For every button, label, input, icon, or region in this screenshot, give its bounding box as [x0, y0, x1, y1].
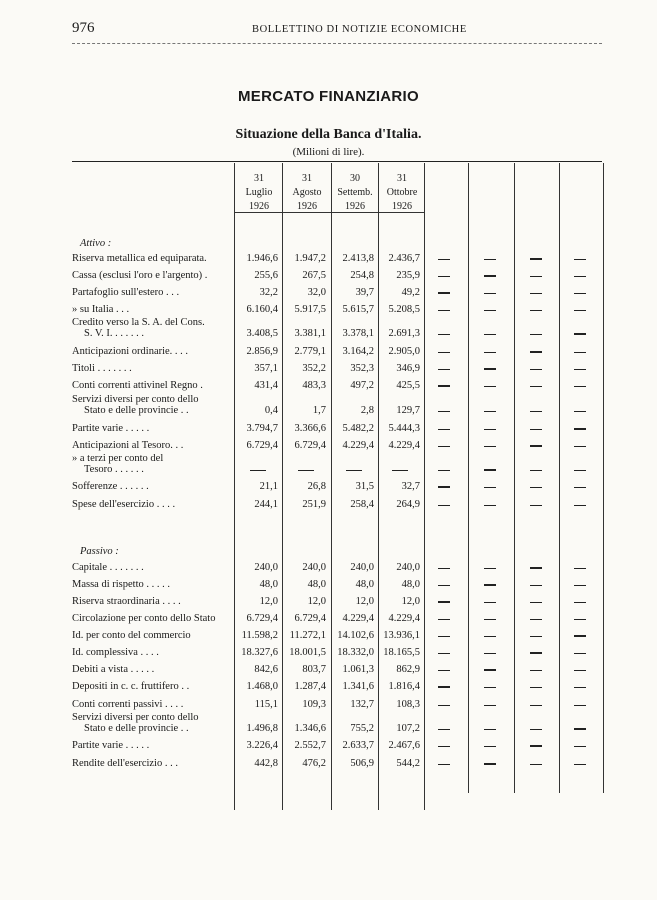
value-cell: 26,8	[307, 481, 326, 492]
empty-column-dash	[574, 728, 586, 730]
value-cell: 255,6	[254, 270, 278, 281]
column-header-month: Ottobre	[386, 187, 418, 198]
empty-column-dash	[530, 687, 542, 688]
value-cell: 2.691,3	[388, 328, 420, 339]
value-cell: 6.729,4	[294, 613, 326, 624]
empty-column-dash	[438, 746, 450, 747]
value-cell: 244,1	[254, 499, 278, 510]
row-label: Sofferenze . . . . . .	[72, 481, 149, 492]
empty-column-dash	[438, 470, 450, 471]
empty-column-dash	[484, 602, 496, 603]
empty-column-dash	[530, 293, 542, 294]
table-row	[0, 737, 657, 751]
empty-column-dash	[574, 259, 586, 260]
empty-column-dash	[574, 276, 586, 277]
header-rule	[72, 43, 602, 44]
value-cell: 2.779,1	[294, 346, 326, 357]
passivo-heading: Passivo :	[80, 546, 119, 557]
value-cell: 14.102,6	[337, 630, 374, 641]
empty-column-dash	[530, 334, 542, 335]
value-cell: 425,5	[396, 380, 420, 391]
value-cell	[232, 464, 278, 475]
value-cell: 31,5	[355, 481, 374, 492]
empty-column-dash	[530, 369, 542, 370]
value-cell: 12,0	[401, 596, 420, 607]
empty-column-dash	[530, 505, 542, 506]
empty-column-dash	[530, 411, 542, 412]
table-row	[0, 559, 657, 573]
table-row	[0, 478, 657, 492]
row-label: Anticipazioni ordinarie. . . .	[72, 346, 189, 357]
running-title: BOLLETTINO DI NOTIZIE ECONOMICHE	[252, 24, 467, 35]
empty-column-dash	[574, 687, 586, 688]
value-cell: 442,8	[254, 758, 278, 769]
empty-column-dash	[438, 259, 450, 260]
column-header-day: 31	[397, 173, 407, 184]
value-cell: 132,7	[350, 699, 374, 710]
row-label: Riserva straordinaria . . . .	[72, 596, 181, 607]
empty-column-dash	[574, 764, 586, 765]
value-cell: 258,4	[350, 499, 374, 510]
empty-column-dash	[574, 487, 586, 488]
row-label-line: Credito verso la S. A. del Cons.	[72, 317, 205, 328]
empty-column-dash	[484, 259, 496, 260]
table-row	[0, 343, 657, 357]
empty-column-dash	[484, 729, 496, 730]
value-cell: 803,7	[302, 664, 326, 675]
row-label: Massa di rispetto . . . . .	[72, 579, 170, 590]
table-row	[0, 496, 657, 510]
column-header-year: 1926	[297, 201, 317, 212]
value-cell: 115,1	[254, 699, 278, 710]
value-cell: 6.160,4	[246, 304, 278, 315]
value-cell: 2.856,9	[246, 346, 278, 357]
row-label	[72, 394, 230, 416]
row-label: Cassa (esclusi l'oro e l'argento) .	[72, 270, 208, 281]
value-cell: 6.729,4	[294, 440, 326, 451]
value-cell: 32,2	[259, 287, 278, 298]
empty-column-dash	[438, 446, 450, 447]
row-label: Rendite dell'esercizio . . .	[72, 758, 178, 769]
column-header-month: Settemb.	[337, 187, 373, 198]
column-header	[379, 172, 425, 214]
empty-column-dash	[530, 429, 542, 430]
empty-column-dash	[438, 585, 450, 586]
empty-column-dash	[574, 386, 586, 387]
value-cell: 483,3	[302, 380, 326, 391]
empty-column-dash	[484, 584, 496, 586]
empty-column-dash	[438, 276, 450, 277]
value-cell: 544,2	[396, 758, 420, 769]
row-label: Partite varie . . . . .	[72, 423, 150, 434]
empty-column-dash	[438, 292, 450, 294]
empty-column-dash	[574, 670, 586, 671]
table-row	[0, 267, 657, 281]
value-cell: 12,0	[259, 596, 278, 607]
table-row	[0, 377, 657, 391]
value-cell: 264,9	[396, 499, 420, 510]
empty-column-dash	[484, 446, 496, 447]
value-cell: 18.001,5	[289, 647, 326, 658]
value-cell: 346,9	[396, 363, 420, 374]
value-cell: 13.936,1	[383, 630, 420, 641]
value-cell: 48,0	[259, 579, 278, 590]
row-label: Conti correnti attivinel Regno .	[72, 380, 203, 391]
table-row	[0, 678, 657, 692]
value-cell: 1.468,0	[246, 681, 278, 692]
value-cell: 48,0	[355, 579, 374, 590]
empty-column-dash	[530, 602, 542, 603]
value-cell: 5.208,5	[388, 304, 420, 315]
section-title: MERCATO FINANZIARIO	[238, 88, 419, 105]
row-label: Spese dell'esercizio . . . .	[72, 499, 176, 510]
table-row	[0, 696, 657, 710]
empty-column-dash	[574, 293, 586, 294]
value-cell: 108,3	[396, 699, 420, 710]
empty-column-dash	[574, 619, 586, 620]
value-cell: 2,8	[360, 405, 374, 416]
empty-column-dash	[484, 653, 496, 654]
empty-column-dash	[438, 310, 450, 311]
row-label: Id. complessiva . . . .	[72, 647, 159, 658]
value-cell: 352,2	[302, 363, 326, 374]
table-row	[0, 593, 657, 607]
table-row	[0, 301, 657, 315]
empty-column-dash	[484, 669, 496, 671]
empty-column-dash	[530, 310, 542, 311]
table-row	[0, 250, 657, 264]
empty-column-dash	[530, 567, 542, 569]
empty-column-dash	[574, 411, 586, 412]
value-cell: 1.341,6	[342, 681, 374, 692]
empty-column-dash	[484, 293, 496, 294]
row-label	[72, 317, 230, 339]
value-cell: 2.436,7	[388, 253, 420, 264]
empty-column-dash	[484, 310, 496, 311]
value-cell: 235,9	[396, 270, 420, 281]
value-cell: 254,8	[350, 270, 374, 281]
value-cell: 4.229,4	[342, 440, 374, 451]
value-cell: 129,7	[396, 405, 420, 416]
row-label-line: » a terzi per conto del	[72, 453, 164, 464]
row-label: Partafoglio sull'estero . . .	[72, 287, 180, 298]
empty-column-dash	[438, 670, 450, 671]
column-header-year: 1926	[392, 201, 412, 212]
empty-column-dash	[484, 505, 496, 506]
value-cell: 3.794,7	[246, 423, 278, 434]
empty-column-dash	[530, 619, 542, 620]
empty-column-dash	[574, 352, 586, 353]
row-label-line: Servizi diversi per conto dello	[72, 394, 199, 405]
value-cell: 3.226,4	[246, 740, 278, 751]
value-cell: 5.444,3	[388, 423, 420, 434]
row-label: Riserva metallica ed equiparata.	[72, 253, 207, 264]
value-cell: 4.229,4	[388, 613, 420, 624]
empty-column-dash	[484, 386, 496, 387]
value-cell: 357,1	[254, 363, 278, 374]
empty-column-dash	[438, 636, 450, 637]
value-cell: 2.467,6	[388, 740, 420, 751]
empty-column-dash	[438, 764, 450, 765]
value-cell: 476,2	[302, 758, 326, 769]
value-cell: 4.229,4	[388, 440, 420, 451]
empty-column-dash	[438, 411, 450, 412]
value-cell: 32,7	[401, 481, 420, 492]
row-label: Partite varie . . . . .	[72, 740, 150, 751]
empty-column-dash	[530, 351, 542, 353]
value-cell: 18.332,0	[337, 647, 374, 658]
value-cell: 48,0	[401, 579, 420, 590]
empty-column-dash	[574, 602, 586, 603]
column-header-year: 1926	[249, 201, 269, 212]
empty-column-dash	[484, 411, 496, 412]
empty-column-dash	[574, 705, 586, 706]
value-cell: 6.729,4	[246, 440, 278, 451]
value-cell: 3.381,1	[294, 328, 326, 339]
empty-column-dash	[530, 636, 542, 637]
empty-column-dash	[484, 487, 496, 488]
value-cell: 5.917,5	[294, 304, 326, 315]
value-cell: 1.947,2	[294, 253, 326, 264]
table-row	[0, 644, 657, 658]
empty-column-dash	[438, 505, 450, 506]
value-cell: 3.408,5	[246, 328, 278, 339]
empty-column-dash	[438, 429, 450, 430]
empty-column-dash	[530, 386, 542, 387]
value-cell: 1.946,6	[246, 253, 278, 264]
empty-column-dash	[574, 369, 586, 370]
table-row	[0, 712, 657, 734]
empty-column-dash	[530, 487, 542, 488]
row-label: Titoli . . . . . . .	[72, 363, 132, 374]
empty-column-dash	[438, 486, 450, 488]
empty-column-dash	[530, 276, 542, 277]
table-row	[0, 610, 657, 624]
page-number: 976	[72, 20, 95, 36]
empty-column-dash	[574, 333, 586, 335]
table-row	[0, 420, 657, 434]
empty-column-dash	[574, 505, 586, 506]
row-label: Id. per conto del commercio	[72, 630, 191, 641]
value-cell: 1.287,4	[294, 681, 326, 692]
value-cell: 18.165,5	[383, 647, 420, 658]
empty-column-dash	[484, 368, 496, 370]
column-header-month: Luglio	[245, 187, 273, 198]
row-label: Capitale . . . . . . .	[72, 562, 144, 573]
empty-column-dash	[530, 670, 542, 671]
table-row	[0, 661, 657, 675]
value-cell: 267,5	[302, 270, 326, 281]
value-cell: 352,3	[350, 363, 374, 374]
table-row	[0, 317, 657, 339]
value-cell: 506,9	[350, 758, 374, 769]
empty-column-dash	[530, 764, 542, 765]
empty-column-dash	[574, 446, 586, 447]
value-cell: 755,2	[350, 723, 374, 734]
empty-column-dash	[574, 568, 586, 569]
empty-column-dash	[574, 470, 586, 471]
table-units: (Milioni di lire).	[292, 146, 365, 158]
empty-column-dash	[438, 385, 450, 387]
column-header-rule	[234, 212, 424, 213]
table-top-rule	[72, 161, 602, 162]
value-cell: 251,9	[302, 499, 326, 510]
value-cell: 32,0	[307, 287, 326, 298]
empty-column-dash	[438, 352, 450, 353]
value-cell: 240,0	[254, 562, 278, 573]
value-cell: 0,4	[264, 405, 278, 416]
row-label: Anticipazioni al Tesoro. . .	[72, 440, 184, 451]
empty-column-dash	[530, 585, 542, 586]
value-cell: 2.552,7	[294, 740, 326, 751]
column-header	[284, 172, 330, 214]
value-cell: 2.633,7	[342, 740, 374, 751]
value-cell: 1,7	[312, 405, 326, 416]
empty-column-dash	[438, 334, 450, 335]
table-row	[0, 453, 657, 475]
value-cell: 240,0	[396, 562, 420, 573]
value-cell: 3.164,2	[342, 346, 374, 357]
column-header-day: 30	[350, 173, 360, 184]
empty-column-dash	[484, 705, 496, 706]
table-row	[0, 437, 657, 451]
empty-column-dash	[438, 705, 450, 706]
empty-column-dash	[484, 763, 496, 765]
empty-column-dash	[530, 258, 542, 260]
value-cell: 240,0	[302, 562, 326, 573]
value-cell: 109,3	[302, 699, 326, 710]
empty-column-dash	[438, 686, 450, 688]
empty-column-dash	[438, 568, 450, 569]
value-cell: 3.366,6	[294, 423, 326, 434]
column-header	[332, 172, 378, 214]
column-header-day: 31	[302, 173, 312, 184]
value-cell: 497,2	[350, 380, 374, 391]
table-row	[0, 360, 657, 374]
row-label: Debiti a vista . . . . .	[72, 664, 155, 675]
value-cell: 49,2	[401, 287, 420, 298]
value-cell: 431,4	[254, 380, 278, 391]
row-label: Depositi in c. c. fruttifero . .	[72, 681, 190, 692]
value-cell: 107,2	[396, 723, 420, 734]
value-cell: 12,0	[307, 596, 326, 607]
empty-column-dash	[484, 334, 496, 335]
column-header	[236, 172, 282, 214]
value-cell: 21,1	[259, 481, 278, 492]
value-cell: 2.413,8	[342, 253, 374, 264]
value-cell: 3.378,1	[342, 328, 374, 339]
value-cell: 4.229,4	[342, 613, 374, 624]
empty-column-dash	[530, 652, 542, 654]
empty-column-dash	[530, 729, 542, 730]
value-cell: 842,6	[254, 664, 278, 675]
table-row	[0, 576, 657, 590]
empty-column-dash	[484, 275, 496, 277]
empty-column-dash	[574, 428, 586, 430]
empty-column-dash	[574, 653, 586, 654]
row-label-line: Stato e delle provincie . .	[84, 723, 189, 734]
empty-column-dash	[484, 746, 496, 747]
row-label-line: Servizi diversi per conto dello	[72, 712, 199, 723]
row-label: » su Italia . . .	[72, 304, 130, 315]
value-cell: 18.327,6	[241, 647, 278, 658]
value-cell: 5.615,7	[342, 304, 374, 315]
empty-column-dash	[438, 601, 450, 603]
value-cell: 240,0	[350, 562, 374, 573]
value-cell	[328, 464, 374, 475]
empty-column-dash	[484, 687, 496, 688]
value-cell: 5.482,2	[342, 423, 374, 434]
empty-column-dash	[484, 429, 496, 430]
value-cell	[374, 464, 420, 475]
table-row	[0, 755, 657, 769]
value-cell: 11.272,1	[289, 630, 326, 641]
empty-column-dash	[574, 635, 586, 637]
column-header-day: 31	[254, 173, 264, 184]
empty-column-dash	[530, 745, 542, 747]
row-label-line: Stato e delle provincie . .	[84, 405, 189, 416]
empty-column-dash	[574, 310, 586, 311]
empty-column-dash	[574, 746, 586, 747]
empty-column-dash	[438, 729, 450, 730]
value-cell: 1.816,4	[388, 681, 420, 692]
row-label-line: Tesoro . . . . . .	[84, 464, 144, 475]
row-label	[72, 712, 230, 734]
table-row	[0, 394, 657, 416]
attivo-heading: Attivo :	[80, 238, 112, 249]
value-cell: 1.346,6	[294, 723, 326, 734]
empty-column-dash	[574, 585, 586, 586]
value-cell	[280, 464, 326, 475]
value-cell: 2.905,0	[388, 346, 420, 357]
empty-column-dash	[438, 653, 450, 654]
empty-column-dash	[484, 568, 496, 569]
value-cell: 12,0	[355, 596, 374, 607]
value-cell: 48,0	[307, 579, 326, 590]
value-cell: 862,9	[396, 664, 420, 675]
empty-column-dash	[484, 636, 496, 637]
table-row	[0, 627, 657, 641]
value-cell: 11.598,2	[241, 630, 278, 641]
row-label	[72, 453, 230, 475]
empty-column-dash	[530, 445, 542, 447]
empty-column-dash	[484, 469, 496, 471]
value-cell: 6.729,4	[246, 613, 278, 624]
empty-column-dash	[530, 705, 542, 706]
row-label-line: S. V. I. . . . . . .	[84, 328, 145, 339]
empty-column-dash	[484, 619, 496, 620]
column-header-month: Agosto	[292, 187, 322, 198]
empty-column-dash	[438, 369, 450, 370]
table-title: Situazione della Banca d'Italia.	[235, 127, 422, 142]
value-cell: 1.061,3	[342, 664, 374, 675]
row-label: Circolazione per conto dello Stato	[72, 613, 216, 624]
table-row	[0, 284, 657, 298]
column-header-year: 1926	[345, 201, 365, 212]
value-cell: 1.496,8	[246, 723, 278, 734]
value-cell: 39,7	[355, 287, 374, 298]
empty-column-dash	[484, 352, 496, 353]
empty-column-dash	[438, 619, 450, 620]
row-label: Conti correnti passivi . . . .	[72, 699, 184, 710]
empty-column-dash	[530, 470, 542, 471]
